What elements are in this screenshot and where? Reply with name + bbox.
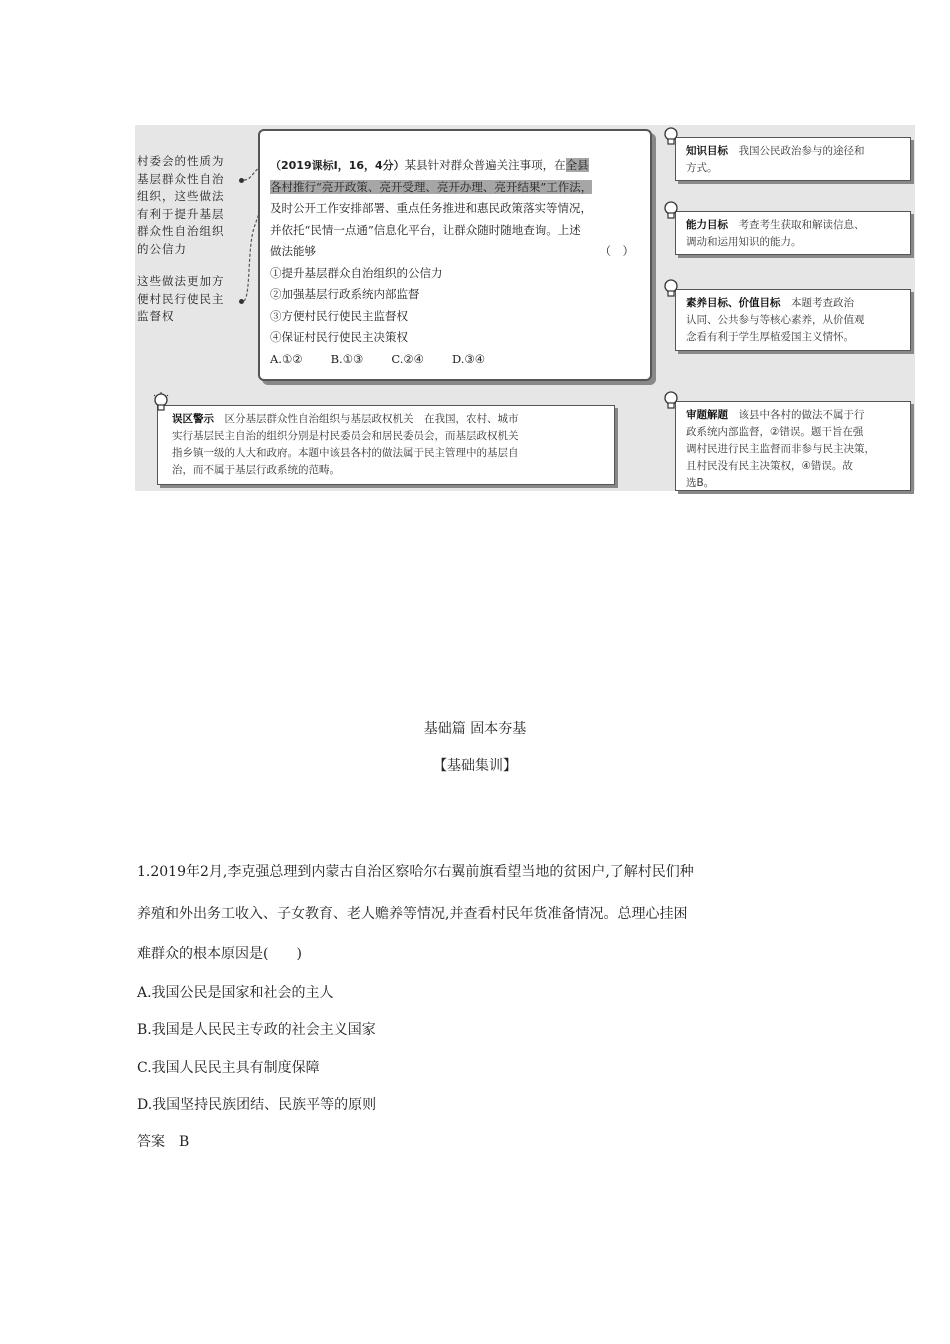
card-line: 念看有利于学生厚植爱国主义情怀。	[686, 331, 854, 343]
lightbulb-icon	[662, 390, 680, 412]
card-text: 考查考生获取和解读信息、	[738, 219, 865, 231]
note-line: 村委会的性质为	[137, 154, 225, 168]
warning-line: 指乡镇一级的人大和政府。本题中该县各村的做法属于民主管理中的基层自	[172, 447, 519, 459]
card-line	[686, 143, 902, 160]
question-figure	[135, 125, 915, 491]
solution-card	[675, 401, 911, 491]
section-subtitle: 【基础集训】	[433, 758, 517, 774]
question-line: 1.2019年2月,李克强总理到内蒙古自治区察哈尔右翼前旗看望当地的贫困户,了解村民们种	[137, 864, 694, 880]
card-line: 调村民进行民主监督而非参与民主决策，	[686, 443, 875, 455]
note-line: 便村民行使民主	[137, 291, 225, 306]
question-line	[270, 177, 642, 199]
question-line-text: 做法能够	[270, 244, 316, 258]
option-a: A.①②	[270, 351, 303, 366]
question-item: ③方便村民行使民主监督权	[270, 308, 408, 323]
warning-text: 区分基层群众性自治组织与基层政权机关 在我国，农村、城市	[224, 413, 519, 425]
note-line: 基层群众性自治	[137, 171, 225, 186]
question-options	[270, 349, 642, 371]
card-line	[686, 217, 902, 234]
card-text: 我国公民政治参与的途径和	[738, 145, 865, 157]
question-line-text: 某县针对群众普遍关注事项，在	[404, 158, 566, 172]
option-b: B.我国是人民民主专政的社会主义国家	[137, 1022, 376, 1038]
answer-paren: （ ）	[599, 244, 634, 258]
value-goal-card	[675, 289, 911, 351]
note-line: 这些做法更加方	[137, 274, 225, 288]
warning-line: 实行基层民主自治的组织分别是村民委员会和居民委员会，而基层政权机关	[172, 430, 519, 442]
option-c: C.②④	[391, 351, 424, 366]
card-line: 认同、公共参与等核心素养，从价值观	[686, 314, 865, 326]
card-text: 该县中各村的做法不属于行	[738, 409, 865, 421]
warning-line: 治，而不属于基层行政系统的范畴。	[172, 464, 340, 476]
question-line: 并依托“民情一点通”信息化平台，让群众随时随地查询。上述	[270, 222, 581, 237]
card-line	[686, 407, 902, 424]
note-line: 组织，这些做法	[137, 189, 225, 203]
question-item: ①提升基层群众自治组织的公信力	[270, 265, 443, 280]
question-source: （2019课标Ⅰ，16，4分）	[270, 159, 405, 172]
card-line	[686, 295, 902, 312]
lightbulb-icon	[662, 200, 680, 222]
question-item: ②加强基层行政系统内部监督	[270, 287, 420, 301]
option-d: D.③④	[452, 351, 486, 366]
card-label: 审题解题	[686, 409, 728, 421]
card-line: 调动和运用知识的能力。	[686, 236, 802, 248]
question-line: 养殖和外出务工收入、子女教育、老人赡养等情况,并查看村民年货准备情况。总理心挂困	[137, 906, 688, 922]
note-line: 的公信力	[137, 241, 187, 256]
highlight-text: 全县	[565, 158, 589, 172]
ability-goal-card	[675, 211, 911, 255]
option-b: B.①③	[330, 351, 364, 366]
lightbulb-icon	[662, 126, 680, 148]
card-text: 本题考查政治	[791, 297, 854, 309]
knowledge-goal-card	[675, 137, 911, 181]
note-line: 监督权	[137, 309, 175, 323]
question-box	[258, 129, 652, 381]
answer: 答案 B	[137, 1134, 190, 1150]
question-line: 难群众的根本原因是( )	[137, 946, 302, 962]
option-c: C.我国人民民主具有制度保障	[137, 1060, 320, 1076]
card-label: 素养目标、价值目标	[686, 297, 781, 309]
option-d: D.我国坚持民族团结、民族平等的原则	[137, 1097, 377, 1113]
question-line	[270, 241, 642, 263]
section-title: 基础篇 固本夯基	[423, 721, 527, 737]
card-label: 能力目标	[686, 219, 728, 231]
connector-lines	[135, 125, 275, 325]
card-line: 方式。	[686, 162, 718, 174]
card-label: 知识目标	[686, 145, 728, 157]
note-line: 有利于提升基层	[137, 206, 225, 221]
warning-label: 误区警示	[172, 413, 214, 425]
option-a: A.我国公民是国家和社会的主人	[137, 985, 334, 1001]
card-line: 选B。	[686, 477, 715, 489]
card-line: 且村民没有民主决策权，④错误。故	[686, 460, 853, 472]
question-item: ④保证村民行使民主决策权	[270, 330, 408, 344]
warning-line	[172, 411, 606, 428]
card-line: 政系统内部监督，②错误。题干旨在强	[686, 426, 864, 438]
question-line	[270, 155, 642, 177]
note-line: 群众性自治组织	[137, 224, 225, 238]
question-text	[270, 155, 642, 370]
warning-card	[157, 405, 615, 485]
highlight-text: 各村推行“亮开政策、亮开受理、亮开办理、亮开结果”工作法，	[270, 179, 593, 194]
lightbulb-icon	[152, 392, 170, 414]
lightbulb-icon	[662, 278, 680, 300]
question-line: 及时公开工作安排部署、重点任务推进和惠民政策落实等情况，	[270, 201, 592, 215]
